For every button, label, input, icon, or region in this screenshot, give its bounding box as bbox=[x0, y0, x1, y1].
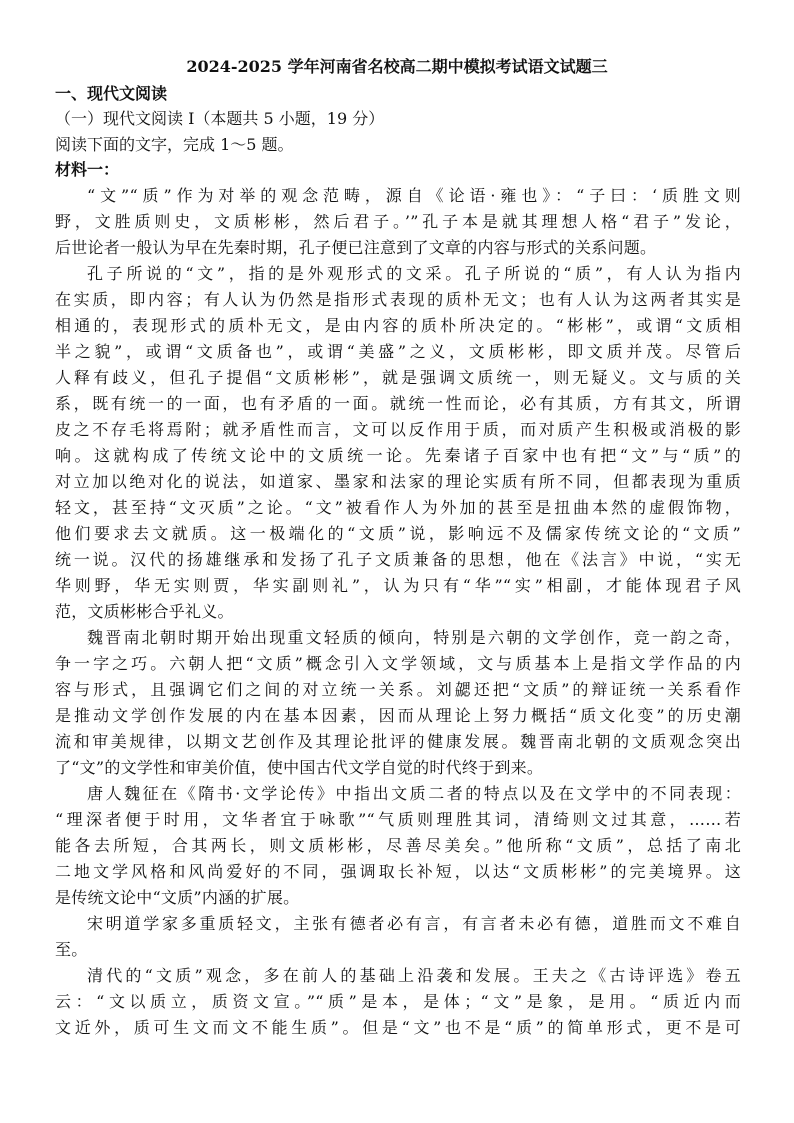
body-line: 他们要求去文就质。这一极端化的“文质”说，影响远不及儒家传统文论的“文质” bbox=[55, 524, 741, 543]
body-line: 范，文质彬彬合乎礼义。 bbox=[55, 602, 234, 621]
body-line: 轻文，甚至持“文灭质”之论。“文”被看作人为外加的甚至是扭曲本然的虚假饰物， bbox=[55, 498, 741, 517]
material-label: 材料一： bbox=[55, 160, 120, 179]
section-heading: 一、现代文阅读 bbox=[55, 84, 168, 103]
body-line: 后世论者一般认为早在先秦时期，孔子便已注意到了文章的内容与形式的关系问题。 bbox=[55, 238, 657, 257]
body-line: 野，文胜质则史，文质彬彬，然后君子。’”孔子本是就其理想人格“君子”发论， bbox=[55, 212, 741, 231]
exam-title: 2024-2025 学年河南省名校高二期中模拟考试语文试题三 bbox=[186, 57, 608, 76]
body-line: 魏晋南北朝时期开始出现重文轻质的倾向，特别是六朝的文学创作，竞一韵之奇， bbox=[87, 628, 741, 647]
body-line: 在实质，即内容；有人认为仍然是指形式表现的质朴无文；也有人认为这两者其实是 bbox=[55, 290, 741, 309]
body-line: 对立加以绝对化的说法，如道家、墨家和法家的理论实质有所不同，但都表现为重质 bbox=[55, 472, 741, 491]
body-line: 云：“文以质立，质资文宣。”“质”是本，是体；“文”是象，是用。“质近内而 bbox=[55, 992, 741, 1011]
body-line: 皮之不存毛将焉附；就矛盾性而言，文可以反作用于质，而对质产生积极或消极的影 bbox=[55, 420, 741, 439]
body-line: 华则野，华无实则贾，华实副则礼”，认为只有“华”“实”相副，才能体现君子风 bbox=[55, 576, 741, 595]
body-line: 是传统文论中“文质”内涵的扩展。 bbox=[55, 888, 300, 907]
body-line: 清代的“文质”观念，多在前人的基础上沿袭和发展。王夫之《古诗评选》卷五 bbox=[87, 966, 741, 985]
body-line: 了“文”的文学性和审美价值，使中国古代文学自觉的时代终于到来。 bbox=[55, 758, 544, 777]
body-line: 人释有歧义，但孔子提倡“文质彬彬”，就是强调文质统一，则无疑义。文与质的关 bbox=[55, 368, 741, 387]
instruction-text: 阅读下面的文字，完成 1～5 题。 bbox=[55, 135, 294, 154]
body-line: 半之貌”，或谓“文质备也”，或谓“美盛”之义，文质彬彬，即文质并茂。尽管后 bbox=[55, 342, 741, 361]
body-line: 文近外，质可生文而文不能生质”。但是“文”也不是“质”的简单形式，更不是可 bbox=[55, 1018, 741, 1037]
body-line: 流和审美规律，以期文艺创作及其理论批评的健康发展。魏晋南北朝的文质观念突出 bbox=[55, 732, 741, 751]
body-line: 能各去所短，合其两长，则文质彬彬，尽善尽美矣。”他所称“文质”，总括了南北 bbox=[55, 836, 741, 855]
body-line: 二地文学风格和风尚爱好的不同，强调取长补短，以达“文质彬彬”的完美境界。这 bbox=[55, 862, 741, 881]
body-line: 系，既有统一的一面，也有矛盾的一面。就统一性而论，必有其质，方有其文，所谓 bbox=[55, 394, 741, 413]
subsection-heading: （一）现代文阅读 I（本题共 5 小题，19 分） bbox=[55, 109, 385, 128]
body-line: 宋明道学家多重质轻文，主张有德者必有言，有言者未必有德，道胜而文不难自 bbox=[87, 914, 741, 933]
body-line: 孔子所说的“文”，指的是外观形式的文采。孔子所说的“质”，有人认为指内 bbox=[87, 264, 741, 283]
body-line: 容与形式，且强调它们之间的对立统一关系。刘勰还把“文质”的辩证统一关系看作 bbox=[55, 680, 741, 699]
body-line: 相通的，表现形式的质朴无文，是由内容的质朴所决定的。“彬彬”，或谓“文质相 bbox=[55, 316, 741, 335]
body-line: 唐人魏征在《隋书·文学论传》中指出文质二者的特点以及在文学中的不同表现： bbox=[87, 784, 741, 803]
body-line: “文”“质”作为对举的观念范畴，源自《论语·雍也》：“子曰：‘质胜文则 bbox=[87, 186, 741, 205]
body-line: 争一字之巧。六朝人把“文质”概念引入文学领域，文与质基本上是指文学作品的内 bbox=[55, 654, 741, 673]
body-line: 响。这就构成了传统文论中的文质统一论。先秦诸子百家中也有把“文”与“质”的 bbox=[55, 446, 741, 465]
body-line: 统一说。汉代的扬雄继承和发扬了孔子文质兼备的思想，他在《法言》中说，“实无 bbox=[55, 550, 741, 569]
body-line: “理深者便于时用，文华者宜于咏歌”“气质则理胜其词，清绮则文过其意，……若 bbox=[55, 810, 741, 829]
body-line: 是推动文学创作发展的内在基本因素，因而从理论上努力概括“质文化变”的历史潮 bbox=[55, 706, 741, 725]
body-line: 至。 bbox=[55, 940, 88, 959]
